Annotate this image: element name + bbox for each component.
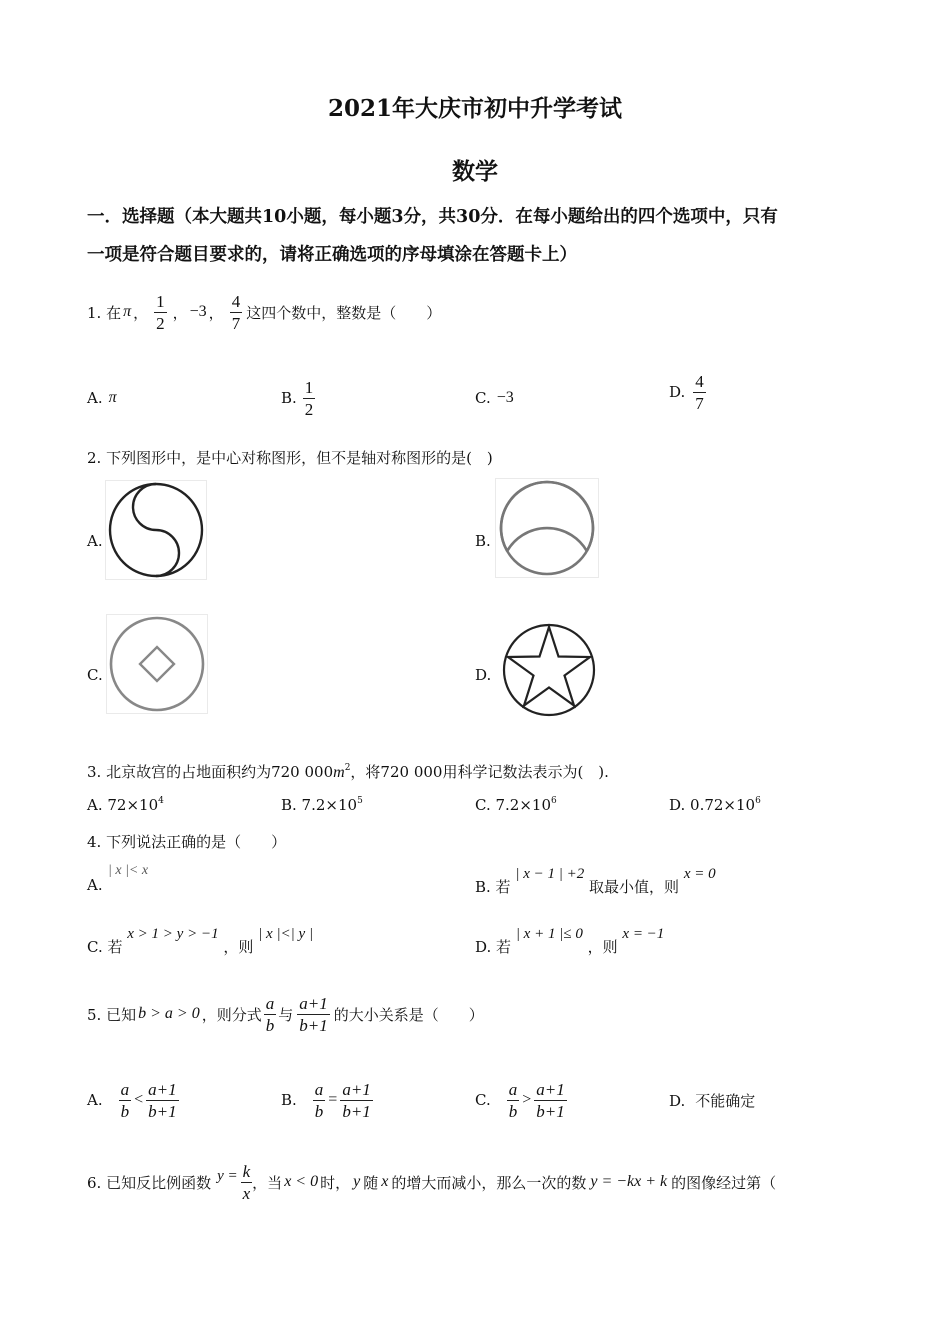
q4-option-b[interactable]: B. 若 | x − 1 | +2 取最小值，则 x = 0 (475, 866, 716, 896)
question-6: 6. 已知反比例函数 y = $\frac{k}{x}$ ，当 x < 0 时， y 随 x 的增大而减小，那么一次的数 y = −kx + k 的图像经过第（ (87, 1161, 777, 1203)
section-heading-line2: 一项是符合题目要求的，请将正确选项的序母填涂在答题卡上） (87, 245, 577, 265)
coin-figure (106, 614, 208, 714)
q1-option-c-label: C. (475, 389, 491, 407)
q5-option-a[interactable]: A. $\frac{a}{b}$ < $\frac{a+1}{b+1}$ (87, 1079, 177, 1121)
subject-title: 数学 (452, 158, 498, 185)
q4-option-c[interactable]: C. 若 x > 1 > y > −1 ，则 | x |<| y | (87, 926, 314, 956)
q3-text-a: 3. 北京故宫的占地面积约为720 000 (87, 763, 334, 781)
yin-yang-figure (105, 480, 207, 580)
q1-sep: ， (172, 303, 188, 322)
q1-sep: ， (133, 303, 149, 322)
q1-option-a-value: π (108, 389, 117, 406)
q1-suffix: 这四个数中，整数是（ ） (246, 303, 442, 322)
q1-option-b[interactable] (281, 368, 315, 428)
q3-unit-exp: 2 (344, 763, 351, 773)
q3-option-d[interactable]: D. $0.72\times 10^6$ (669, 796, 761, 814)
q3-unit: m (333, 764, 345, 781)
q1-sep: ， (208, 303, 224, 322)
question-5: 5. 已知 b > a > 0 ，则分式 $\frac{a}{b}$ 与 $\frac{a+1}{b+1}$ 的大小关系是（ ） (87, 993, 484, 1035)
q1-option-d-fraction: $\frac{4}{7}$ (695, 371, 704, 413)
q1-option-c-value: −3 (496, 389, 514, 406)
three-arcs-figure (495, 478, 599, 578)
q5-fraction-1: $\frac{a}{b}$ (265, 993, 275, 1035)
q1-fraction-1: $\frac{1}{2}$ (156, 291, 165, 333)
star-in-circle-figure (501, 622, 597, 718)
q1-neg3: −3 (189, 303, 207, 320)
q3-option-a[interactable]: A. $72\times 10^4$ (87, 796, 164, 814)
q3-option-b[interactable]: B. $7.2\times 10^5$ (281, 796, 363, 814)
q5-fraction-2: $\frac{a+1}{b+1}$ (299, 993, 328, 1035)
q5-option-c[interactable]: C. $\frac{a}{b}$ > $\frac{a+1}{b+1}$ (475, 1079, 565, 1121)
question-2: 2. 下列图形中，是中心对称图形，但不是轴对称图形的是( ) (87, 449, 493, 467)
q1-fraction-2: $\frac{4}{7}$ (231, 291, 241, 333)
q5-option-d[interactable]: D. 不能确定 (669, 1092, 756, 1110)
page-title: 2021年大庆市初中升学考试 (327, 95, 622, 122)
q4-option-d[interactable]: D. 若 | x + 1 |≤ 0 ，则 x = −1 (475, 926, 665, 956)
q1-option-d[interactable] (669, 362, 706, 422)
question-4: 4. 下列说法正确的是（ ） (87, 833, 287, 851)
q1-option-d-label: D. (669, 383, 686, 401)
q2-option-c-label[interactable]: C. (87, 666, 103, 684)
q1-option-b-fraction: $\frac{1}{2}$ (304, 377, 314, 419)
q6-fraction: $\frac{k}{x}$ (242, 1161, 251, 1203)
q3-option-c[interactable]: C. $7.2\times 10^6$ (475, 796, 557, 814)
q3-text-b: ，将720 000用科学记数法表示为( ). (350, 763, 609, 781)
q1-prefix: 1. 在 (87, 303, 122, 322)
q1-option-a-label: A. (87, 389, 103, 407)
q1-option-b-label: B. (281, 389, 297, 407)
q1-option-a[interactable] (87, 368, 117, 428)
q1-option-c[interactable] (475, 368, 514, 428)
q1-pi: π (123, 303, 132, 320)
q2-option-a-label[interactable]: A. (87, 532, 103, 550)
q5-option-b[interactable]: B. $\frac{a}{b}$ = $\frac{a+1}{b+1}$ (281, 1079, 371, 1121)
q2-option-b-label[interactable]: B. (475, 532, 491, 550)
section-heading-line1: 一．选择题（本大题共10小题，每小题3分，共30分．在每小题给出的四个选项中，只有 (87, 207, 778, 227)
question-1 (87, 282, 441, 342)
q2-option-d-label[interactable]: D. (475, 666, 492, 684)
question-3 (87, 761, 609, 782)
